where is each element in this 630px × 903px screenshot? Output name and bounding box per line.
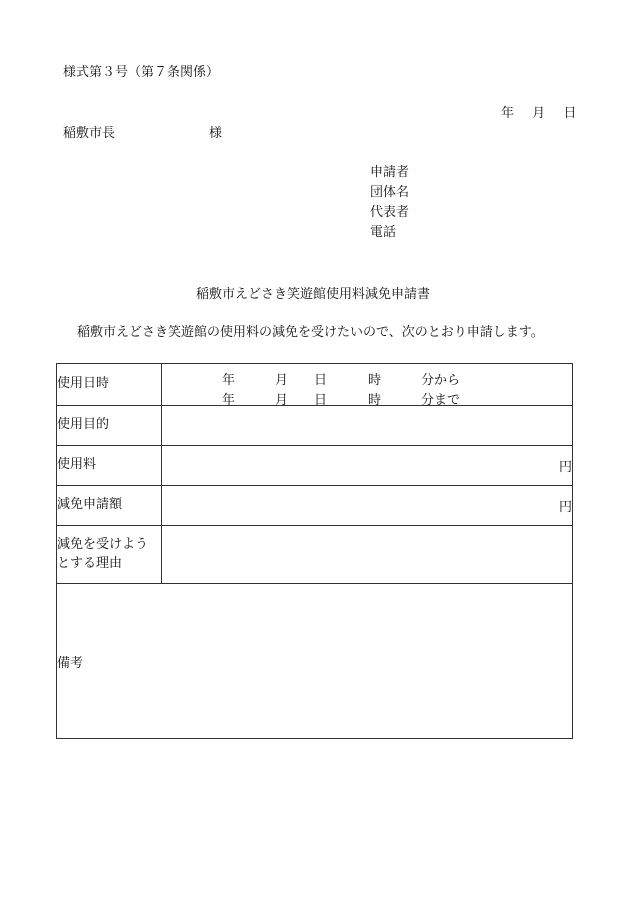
reduction-amount-unit: 円 <box>558 500 572 515</box>
reduction-amount-label: 減免申請額 <box>57 486 162 526</box>
row-reduction-amount <box>57 486 573 526</box>
document-title: 稲敷市えどさき笑遊館使用料減免申請書 <box>196 287 431 302</box>
from-minute: 分から <box>421 372 461 388</box>
fee-unit: 円 <box>558 460 572 475</box>
addressee-honorific: 様 <box>209 126 223 141</box>
intro-text: 稲敷市えどさき笑遊館の使用料の減免を受けたいので、次のとおり申請します。 <box>77 325 544 340</box>
usage-datetime-field[interactable] <box>162 364 573 406</box>
remarks-field[interactable] <box>57 584 573 739</box>
row-purpose <box>57 406 573 446</box>
to-minute: 分まで <box>421 392 461 408</box>
remarks-label: 備考 <box>57 655 84 671</box>
reason-label-line1: 減免を受けよう <box>57 536 149 552</box>
addressee <box>63 127 222 140</box>
usage-datetime-from <box>162 365 572 388</box>
reason-field[interactable] <box>162 526 573 584</box>
reason-label <box>57 526 162 584</box>
application-date <box>501 107 576 120</box>
applicant-block <box>370 166 409 246</box>
fee-field[interactable] <box>162 446 573 486</box>
applicant-group-label: 団体名 <box>370 185 410 200</box>
from-month: 月 <box>275 372 289 388</box>
row-reason <box>57 526 573 584</box>
application-table <box>56 363 573 739</box>
applicant-representative-label: 代表者 <box>370 205 410 220</box>
applicant-heading: 申請者 <box>370 165 410 180</box>
reason-label-line2: とする理由 <box>57 555 123 571</box>
from-hour: 時 <box>368 372 382 388</box>
reduction-amount-field[interactable] <box>162 486 573 526</box>
date-year: 年 <box>501 106 515 121</box>
purpose-field[interactable] <box>162 406 573 446</box>
row-fee <box>57 446 573 486</box>
to-day: 日 <box>314 392 328 408</box>
fee-label: 使用料 <box>57 446 162 486</box>
date-day: 日 <box>563 106 577 121</box>
to-month: 月 <box>275 392 289 408</box>
form-number: 様式第３号（第７条関係） <box>63 65 220 80</box>
applicant-phone-label: 電話 <box>370 225 397 240</box>
from-year: 年 <box>222 372 236 388</box>
from-day: 日 <box>314 372 328 388</box>
row-remarks <box>57 584 573 739</box>
to-hour: 時 <box>368 392 382 408</box>
purpose-label: 使用目的 <box>57 406 162 446</box>
usage-datetime-to <box>162 385 572 408</box>
usage-datetime-label: 使用日時 <box>57 364 162 406</box>
to-year: 年 <box>222 392 236 408</box>
addressee-name: 稲敷市長 <box>63 126 116 141</box>
date-month: 月 <box>532 106 546 121</box>
row-usage-datetime <box>57 364 573 406</box>
